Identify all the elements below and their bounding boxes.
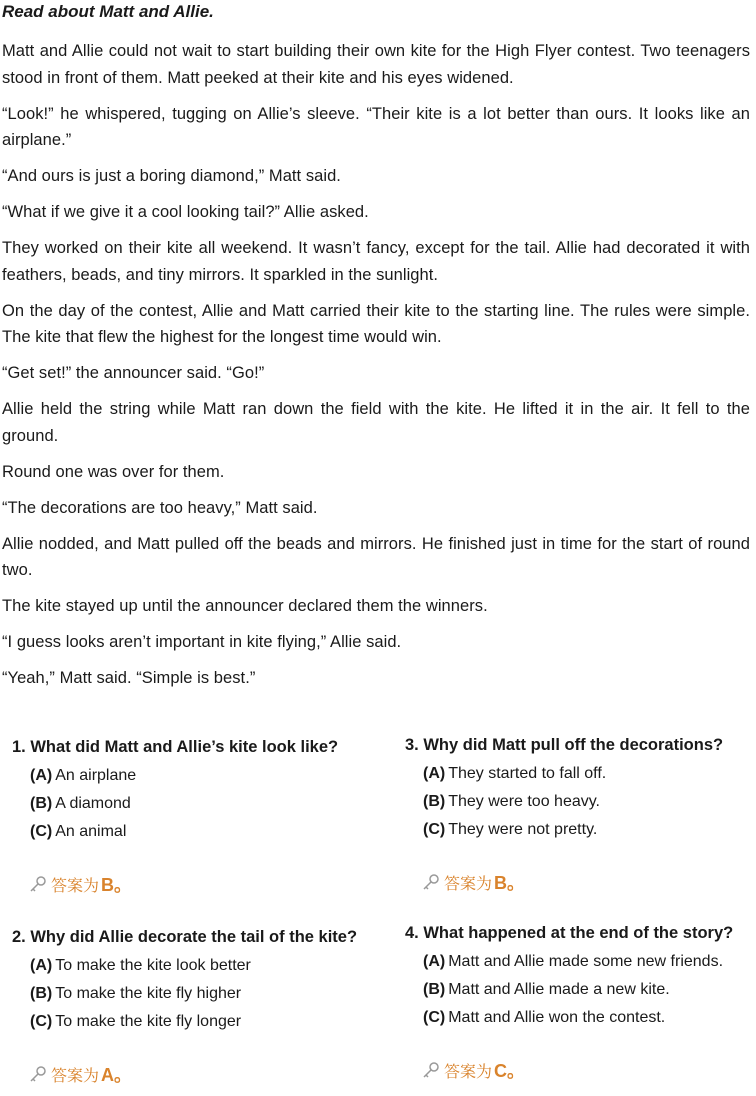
answer-option[interactable]: (A) They started to fall off. [423,765,607,782]
answer-option[interactable]: (C) An animal [30,823,127,840]
answer-key: 答案为 A。 [29,1061,357,1087]
story-passage [2,38,750,701]
answer-option[interactable]: (A) To make the kite look better [30,957,251,974]
passage-heading: Read about Matt and Allie. [2,2,214,21]
story-paragraph: The kite stayed up until the announcer declared them the winners. [2,597,488,615]
key-icon [29,875,47,893]
answer-key: 答案为 B。 [29,871,338,897]
question-3 [405,736,723,895]
answer-option[interactable]: (B) They were too heavy. [423,793,600,810]
story-paragraph: On the day of the contest, Allie and Matt carried their kite to the starting line. The rules were simple. The kite that flew the highest for the longest time would win. [2,301,750,346]
story-paragraph: “Look!” he whispered, tugging on Allie’s sleeve. “Their kite is a lot better than ours. It looks like an airplane.” [2,104,750,149]
story-paragraph: Matt and Allie could not wait to start building their own kite for the High Flyer contest. Two teenagers stood in front of them. Matt peeked at their kite and his eyes widened. [2,42,750,87]
story-paragraph: Allie held the string while Matt ran down the field with the kite. He lifted it in the air. It fell to the ground. [2,400,750,445]
question-1 [12,738,338,897]
question-title: 2. Why did Allie decorate the tail of the kite? [12,928,358,946]
key-icon [422,873,440,891]
answer-option[interactable]: (C) They were not pretty. [423,821,598,838]
story-paragraph: “I guess looks aren’t important in kite flying,” Allie said. [2,633,402,651]
story-paragraph: Round one was over for them. [2,462,225,481]
question-2 [12,928,357,1087]
question-title: 4. What happened at the end of the story? [405,924,734,942]
answer-option[interactable]: (A) An airplane [30,767,137,784]
key-icon [29,1065,47,1083]
answer-option[interactable]: (B) Matt and Allie made a new kite. [423,981,670,998]
story-paragraph: “And ours is just a boring diamond,” Matt said. [2,167,341,185]
answer-option[interactable]: (C) Matt and Allie won the contest. [423,1009,666,1026]
story-paragraph: Allie nodded, and Matt pulled off the beads and mirrors. He finished just in time for the start of round two. [2,534,750,579]
answer-option[interactable]: (B) To make the kite fly higher [30,985,242,1002]
question-4 [405,924,733,1083]
answer-option[interactable]: (B) A diamond [30,795,131,812]
question-title: 3. Why did Matt pull off the decorations? [405,736,724,754]
answer-key: 答案为 B。 [422,869,723,895]
story-paragraph: “The decorations are too heavy,” Matt said. [2,498,318,517]
key-icon [422,1061,440,1079]
story-paragraph: “Yeah,” Matt said. “Simple is best.” [2,669,256,687]
answer-option[interactable]: (A) Matt and Allie made some new friends. [423,953,724,970]
question-title: 1. What did Matt and Allie’s kite look like? [12,738,339,756]
answer-option[interactable]: (C) To make the kite fly longer [30,1013,242,1030]
story-paragraph: “What if we give it a cool looking tail?” Allie asked. [2,203,369,221]
story-paragraph: They worked on their kite all weekend. It wasn’t fancy, except for the tail. Allie had decorated it with feathers, beads, and tiny mirrors. It sparkled in the sunlight. [2,239,750,284]
story-paragraph: “Get set!” the announcer said. “Go!” [2,364,265,382]
answer-key: 答案为 C。 [422,1057,733,1083]
